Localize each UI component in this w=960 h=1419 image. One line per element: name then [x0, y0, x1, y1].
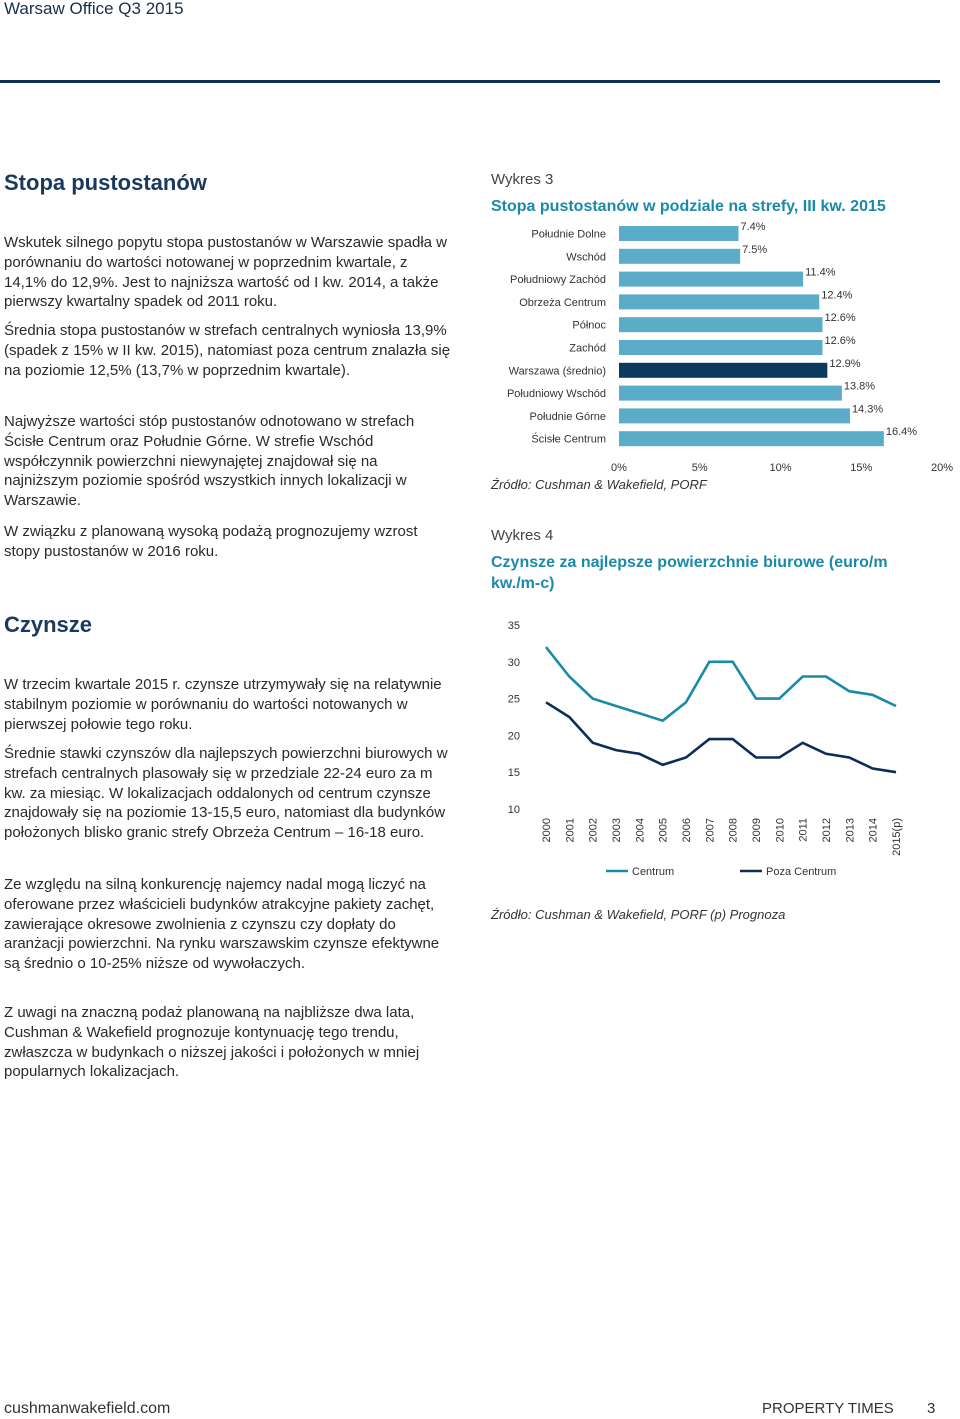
figure3-source: Źródło: Cushman & Wakefield, PORF — [491, 477, 707, 492]
y-tick-label: 35 — [507, 620, 520, 632]
x-tick-label: 2012 — [821, 818, 833, 843]
y-tick-label: 20 — [507, 730, 520, 743]
rents-section-title: Czynsze — [4, 612, 93, 637]
vacancy-bar-chart — [490, 222, 960, 472]
x-tick-label: 2006 — [681, 818, 693, 843]
value-label: 12.4% — [821, 289, 853, 302]
category-label: Południe Górne — [529, 410, 606, 423]
value-label: 7.5% — [742, 243, 768, 256]
rents-paragraph: Średnie stawki czynszów dla najlepszych powierzchni biurowych w strefach centralnych plasowały się w przedziale 22-24 euro za m kw. za miesiąc. W lokalizacjach oddalonych od centrum czynsze znajdowały się na poziomie 13-15,5 euro, natomiast dla budynków położonych blisko granic strefy Obrzeża Centrum – 16-18 euro. — [4, 745, 448, 842]
x-tick-label: 5% — [691, 462, 708, 472]
vacancy-paragraph: Najwyższe wartości stóp pustostanów odnotowano w strefach Ścisłe Centrum oraz Południe Górne. W strefie Wschód współczynnik powierzchni niewynajętej znajdował się na najniższym poziomie spośród wszystkich innych lokalizacji w Warszawie. — [4, 413, 415, 510]
category-label: Wschód — [566, 251, 606, 264]
bar — [619, 340, 822, 355]
figure4-label: Wykres 4 — [491, 527, 554, 544]
footer-website: cushmanwakefield.com — [4, 1400, 171, 1417]
figure4-source: Źródło: Cushman & Wakefield, PORF (p) Prognoza — [491, 907, 786, 922]
category-label: Północ — [572, 319, 606, 332]
x-tick-label: 2008 — [727, 818, 740, 843]
vacancy-paragraph: Wskutek silnego popytu stopa pustostanów w Warszawie spadła w porównaniu do wartości notowanej w poprzednim kwartale, z 14,1% do 12,9%. Jest to najniższa wartość od I kw. 2014, a także pierwszy kwartalny spadek od 2011 roku. — [4, 234, 447, 311]
value-label: 13.8% — [843, 380, 876, 393]
category-label: Obrzeża Centrum — [519, 296, 606, 309]
bar — [619, 317, 822, 332]
bar — [619, 226, 739, 241]
bar — [619, 294, 819, 309]
y-tick-label: 25 — [507, 693, 520, 706]
vacancy-paragraph: Średnia stopa pustostanów w strefach centralnych wyniosła 13,9% (spadek z 15% w II kw. 2015), natomiast poza centrum znalazła się na poziomie 12,5% (13,7% w poprzednim kwartale). — [4, 322, 451, 379]
figure4-title: Czynsze za najlepsze powierzchnie biurowe (euro/m kw./m-c) — [491, 554, 888, 592]
category-label: Południe Dolne — [531, 228, 606, 241]
rents-line-chart — [490, 610, 930, 890]
x-tick-label: 2014 — [867, 818, 880, 843]
value-label: 14.3% — [851, 403, 884, 416]
x-tick-label: 2002 — [587, 818, 600, 843]
value-label: 12.6% — [824, 312, 856, 325]
bar — [619, 249, 740, 264]
vacancy-paragraph: W związku z planowaną wysoką podażą prognozujemy wzrost stopy pustostanów w 2016 roku. — [4, 523, 418, 560]
header-divider — [0, 80, 940, 83]
y-tick-label: 30 — [507, 656, 520, 669]
bar — [619, 431, 884, 446]
x-tick-label: 2003 — [611, 818, 623, 843]
x-tick-label: 10% — [769, 462, 792, 472]
value-label: 11.4% — [805, 266, 836, 279]
value-label: 16.4% — [885, 426, 918, 439]
legend-label: Poza Centrum — [766, 866, 837, 878]
bar — [619, 363, 827, 378]
page-number: 3 — [927, 1400, 936, 1417]
category-label: Zachód — [569, 342, 606, 355]
series-line — [546, 702, 896, 772]
footer-publication: PROPERTY TIMES — [762, 1400, 894, 1417]
value-label: 12.9% — [829, 357, 861, 370]
x-tick-label: 2011 — [797, 818, 810, 842]
x-tick-label: 2009 — [751, 818, 763, 843]
x-tick-label: 0% — [611, 462, 627, 472]
y-tick-label: 10 — [507, 804, 520, 816]
x-tick-label: 2013 — [844, 818, 857, 843]
category-label: Warszawa (średnio) — [508, 365, 606, 378]
x-tick-label: 2010 — [774, 818, 787, 843]
figure3-title: Stopa pustostanów w podziale na strefy, III kw. 2015 — [491, 198, 886, 215]
category-label: Ścisłe Centrum — [531, 433, 606, 446]
category-label: Południowy Zachód — [509, 274, 606, 287]
x-tick-label: 2000 — [541, 818, 553, 843]
vacancy-section-title: Stopa pustostanów — [4, 170, 207, 195]
x-tick-label: 2007 — [704, 818, 717, 843]
x-tick-label: 2005 — [657, 818, 670, 843]
bar — [619, 386, 842, 401]
rents-paragraph: Z uwagi na znaczną podaż planowaną na najbliższe dwa lata, Cushman & Wakefield prognozuje kontynuację tego trendu, zwłaszcza w budynkach o niższej jakości i położonych w mniej popularnych lokalizacjach. — [4, 1004, 420, 1081]
x-tick-label: 2004 — [634, 818, 647, 843]
x-tick-label: 2001 — [564, 818, 577, 843]
report-title: Warsaw Office Q3 2015 — [4, 0, 184, 18]
value-label: 12.6% — [824, 335, 856, 347]
series-line — [546, 647, 896, 721]
bar — [619, 272, 803, 287]
x-tick-label: 2015(p) — [891, 818, 903, 856]
rents-paragraph: Ze względu na silną konkurencję najemcy nadal mogą liczyć na oferowane przez właścicieli budynków atrakcyjne pakiety zachęt, zawierające okresowe zwolnienia z czynszu czy dopłaty do aranżacji powierzchni. Na rynku warszawskim czynsze efektywne są średnio o 10-25% niższe od wywołaczych. — [4, 876, 440, 973]
x-tick-label: 20% — [930, 462, 954, 472]
rents-paragraph: W trzecim kwartale 2015 r. czynsze utrzymywały się na relatywnie stabilnym poziomie w porównaniu do wartości notowanych w pierwszej połowie tego roku. — [4, 676, 442, 733]
bar — [619, 408, 850, 423]
value-label: 7.4% — [740, 222, 766, 233]
x-tick-label: 15% — [850, 462, 873, 472]
figure3-label: Wykres 3 — [491, 171, 554, 188]
y-tick-label: 15 — [507, 767, 520, 780]
legend-label: Centrum — [632, 866, 675, 878]
category-label: Południowy Wschód — [506, 388, 606, 401]
